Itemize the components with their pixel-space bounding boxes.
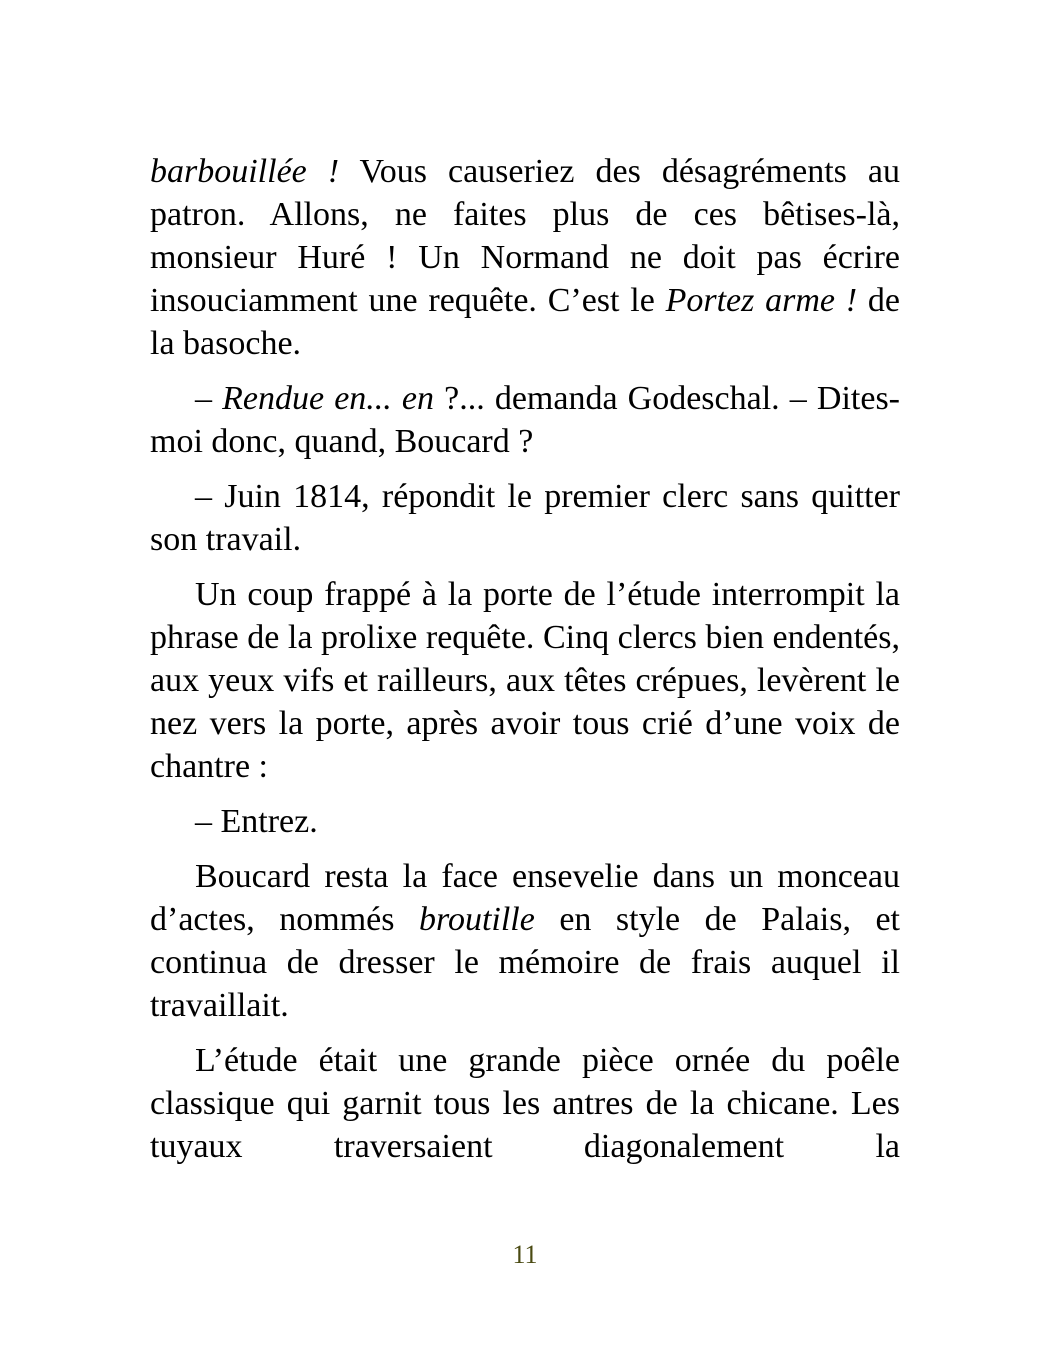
text-run: – Entrez. (195, 803, 318, 840)
paragraph-5 (150, 800, 900, 843)
text-run: ?... demanda Godeschal. – Dites-moi donc, quand, Boucard ? (150, 380, 900, 460)
paragraph-7 (150, 1039, 900, 1168)
text-run: de la basoche. (150, 282, 900, 362)
paragraph-4 (150, 573, 900, 788)
paragraph-2 (150, 377, 900, 463)
dialogue-dash: – (195, 380, 223, 417)
text-run: Boucard resta la face ensevelie dans un monceau d’actes, nommés (150, 858, 900, 938)
text-run: en style de Palais, et continua de dresser le mémoire de frais auquel il travaillait. (150, 901, 900, 1024)
paragraph-6 (150, 855, 900, 1027)
text-run: – Juin 1814, répondit le premier clerc sans quitter son travail. (150, 478, 900, 558)
page-number: 11 (512, 1240, 538, 1269)
text-run: Un coup frappé à la porte de l’étude interrompit la phrase de la prolixe requête. Cinq clercs bien endentés, aux yeux vifs et railleurs, aux têtes crépues, levèrent le nez vers la porte, après avoir tous crié d’une voix de chantre : (150, 576, 900, 785)
book-text (150, 150, 900, 1180)
italic-text: barbouillée ! (150, 153, 340, 190)
italic-text: Portez arme ! (665, 282, 858, 319)
paragraph-3 (150, 475, 900, 561)
italic-text: broutille (418, 901, 535, 938)
text-run: Vous causeriez des désagréments au patron. Allons, ne faites plus de ces bêtises-là, monsieur Huré ! Un Normand ne doit pas écrire insouciamment une requête. C’est le (150, 153, 901, 319)
italic-text: Rendue en... en (222, 380, 434, 417)
text-run: L’étude était une grande pièce ornée du poêle classique qui garnit tous les antres de la chicane. Les tuyaux traversaient diagonalement la (150, 1042, 900, 1165)
paragraph-1 (150, 150, 900, 365)
